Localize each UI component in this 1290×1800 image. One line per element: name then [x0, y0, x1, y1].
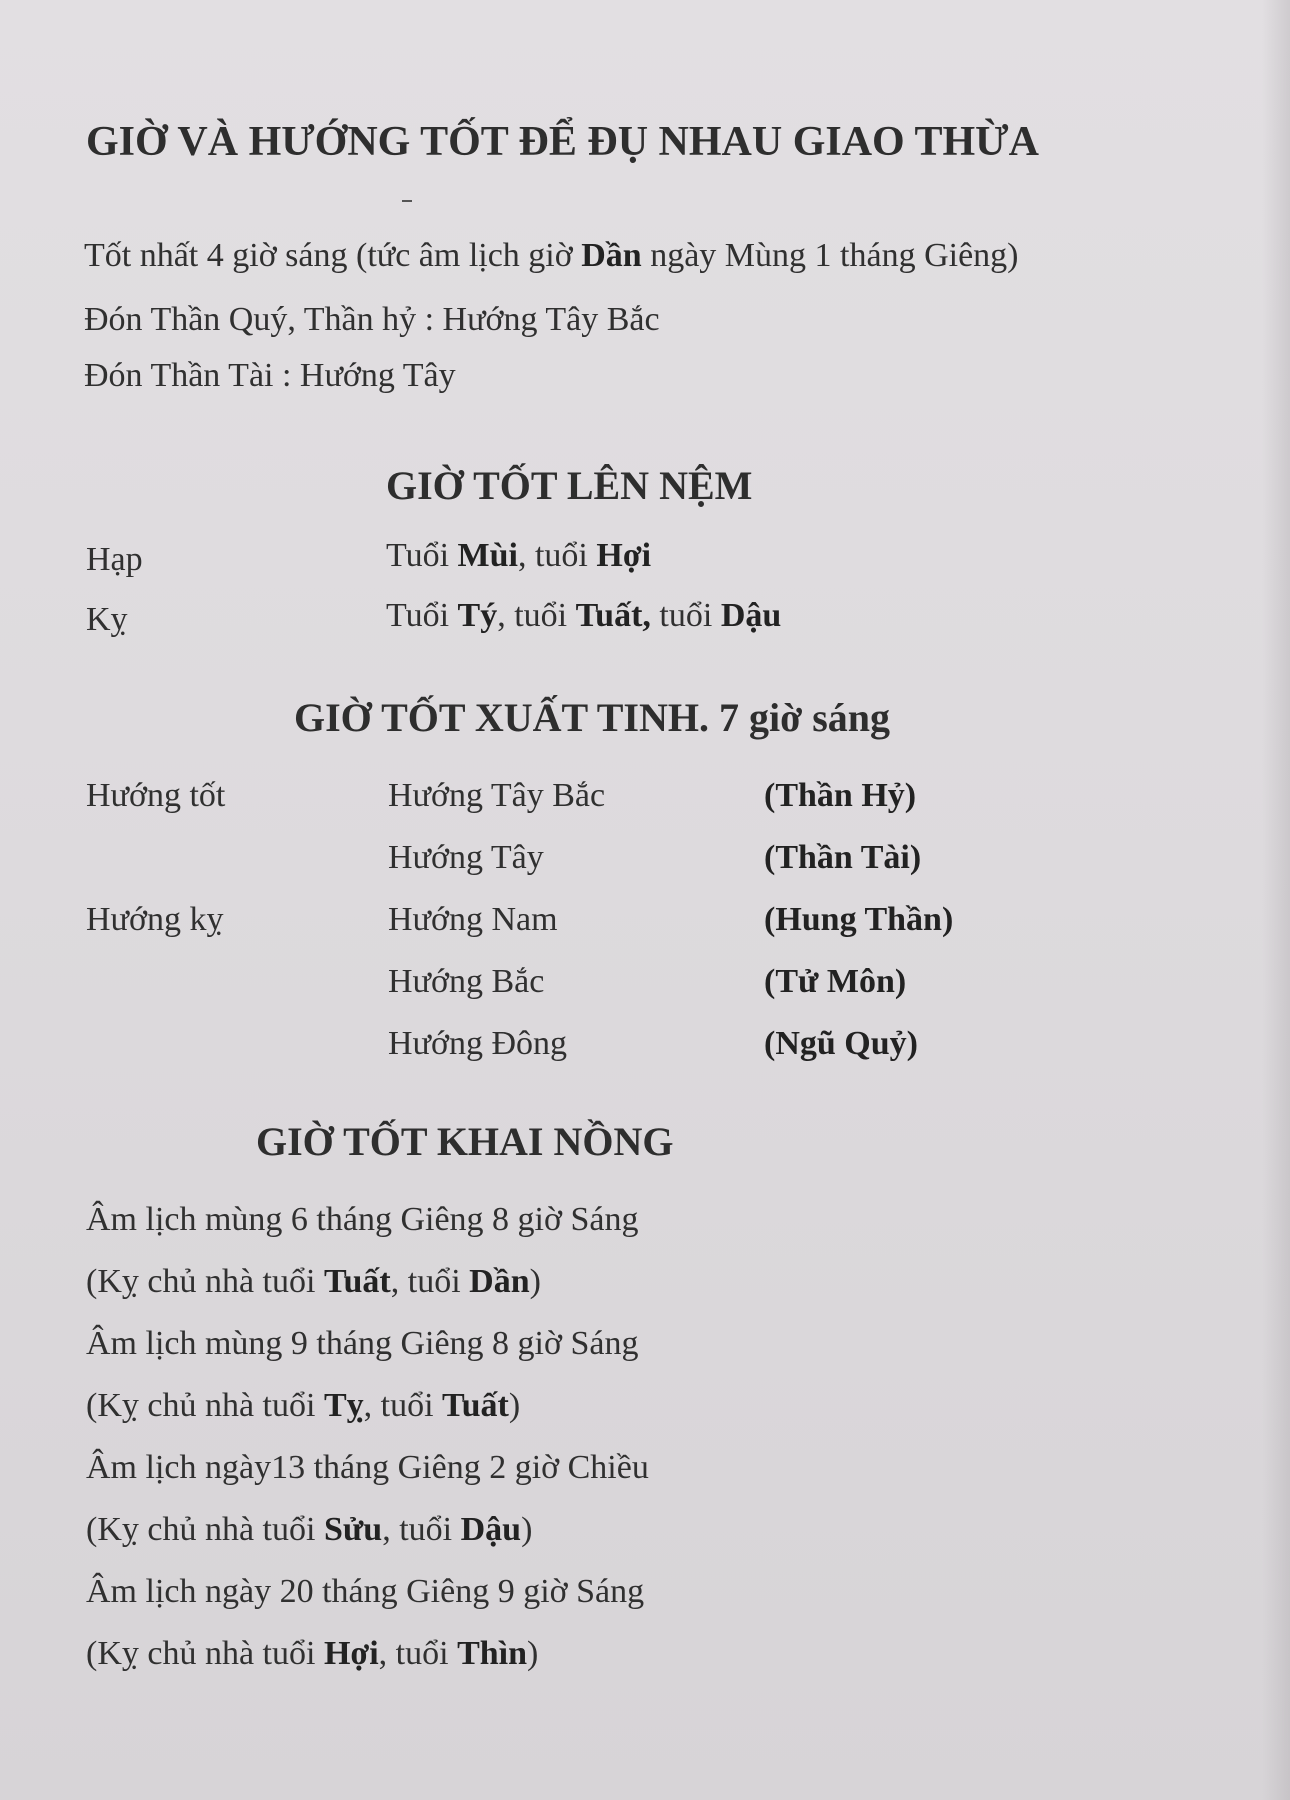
- xuat-tinh-deity: (Thần Hỷ): [764, 777, 917, 814]
- xuat-tinh-heading-main: GIỜ TỐT XUẤT TINH: [294, 695, 699, 740]
- xuat-tinh-deity: (Ngũ Quỷ): [764, 1025, 918, 1062]
- text-part: , tuổi: [363, 1387, 443, 1424]
- len-nem-label-ky: Kỵ: [86, 601, 128, 638]
- len-nem-label-hap: Hạp: [86, 541, 143, 578]
- text-part: (Kỵ chủ nhà tuổi: [86, 1263, 324, 1300]
- bold-part: Mùi: [457, 537, 518, 574]
- xuat-tinh-deity: (Thần Tài): [764, 839, 922, 876]
- khai-nong-date: Âm lịch mùng 9 tháng Giêng 8 giờ Sáng: [86, 1325, 639, 1362]
- bold-part: Hợi: [596, 537, 652, 574]
- xuat-tinh-label: Hướng kỵ: [86, 901, 224, 938]
- khai-nong-avoid: [86, 1634, 538, 1674]
- text-part: , tuổi: [517, 537, 597, 574]
- bold-part: Dậu: [460, 1511, 522, 1548]
- text-part: (Kỵ chủ nhà tuổi: [86, 1635, 324, 1672]
- best-time-suffix: ngày Mùng 1 tháng Giêng): [641, 237, 1019, 274]
- khai-nong-date: Âm lịch mùng 6 tháng Giêng 8 giờ Sáng: [86, 1201, 639, 1238]
- text-part: (Kỵ chủ nhà tuổi: [86, 1511, 324, 1548]
- bold-part: Sửu: [323, 1511, 383, 1548]
- khai-nong-date: Âm lịch ngày 20 tháng Giêng 9 giờ Sáng: [86, 1573, 645, 1610]
- text-part: Tuổi: [386, 537, 458, 574]
- best-time-line: [84, 236, 1018, 276]
- khai-nong-avoid: [86, 1386, 520, 1426]
- xuat-tinh-deity: (Tử Môn): [764, 963, 907, 1000]
- best-time-prefix: Tốt nhất 4 giờ sáng (tức âm lịch giờ: [84, 237, 582, 274]
- best-time-bold: Dần: [581, 237, 642, 274]
- bold-part: Tỵ: [323, 1387, 364, 1424]
- stray-mark: [402, 200, 412, 202]
- text-part: , tuổi: [497, 597, 576, 634]
- bold-part: Tý: [457, 597, 498, 634]
- bold-part: Tuất,: [575, 597, 651, 634]
- len-nem-heading: GIỜ TỐT LÊN NỆM: [386, 463, 753, 508]
- text-part: ): [508, 1387, 521, 1424]
- xuat-tinh-direction: Hướng Tây Bắc: [388, 777, 606, 814]
- len-nem-value-ky: [386, 596, 781, 636]
- xuat-tinh-deity: (Hung Thần): [764, 901, 954, 938]
- xuat-tinh-heading: [294, 694, 890, 742]
- khai-nong-avoid: [86, 1510, 532, 1550]
- xuat-tinh-direction: Hướng Nam: [388, 901, 558, 938]
- bold-part: Hợi: [323, 1635, 379, 1672]
- khai-nong-date: Âm lịch ngày13 tháng Giêng 2 giờ Chiều: [86, 1449, 649, 1486]
- xuat-tinh-direction: Hướng Đông: [388, 1025, 568, 1062]
- than-tai-line: Đón Thần Tài : Hướng Tây: [84, 357, 456, 394]
- bold-part: Dần: [469, 1263, 530, 1300]
- xuat-tinh-direction: Hướng Bắc: [388, 963, 545, 1000]
- text-part: ): [529, 1263, 541, 1300]
- text-part: Tuổi: [386, 597, 458, 634]
- xuat-tinh-direction: Hướng Tây: [388, 839, 544, 876]
- text-part: ): [521, 1511, 533, 1548]
- page-title: GIỜ VÀ HƯỚNG TỐT ĐỂ ĐỤ NHAU GIAO THỪA: [86, 119, 1039, 165]
- khai-nong-avoid: [86, 1262, 541, 1302]
- len-nem-value-hap: [386, 536, 651, 576]
- text-part: , tuổi: [382, 1511, 461, 1548]
- bold-part: Thìn: [457, 1635, 528, 1672]
- xuat-tinh-heading-time: . 7 giờ sáng: [698, 695, 891, 740]
- khai-nong-heading: GIỜ TỐT KHAI NỒNG: [256, 1119, 674, 1164]
- bold-part: Dậu: [720, 597, 782, 634]
- bold-part: Tuất: [323, 1263, 391, 1300]
- text-part: tuổi: [650, 597, 721, 634]
- text-part: , tuổi: [390, 1263, 470, 1300]
- text-part: (Kỵ chủ nhà tuổi: [86, 1387, 324, 1424]
- than-quy-line: Đón Thần Quý, Thần hỷ : Hướng Tây Bắc: [84, 301, 660, 338]
- bold-part: Tuất: [442, 1387, 509, 1424]
- text-part: ): [527, 1635, 539, 1672]
- xuat-tinh-label: Hướng tốt: [86, 777, 226, 814]
- text-part: , tuổi: [378, 1635, 458, 1672]
